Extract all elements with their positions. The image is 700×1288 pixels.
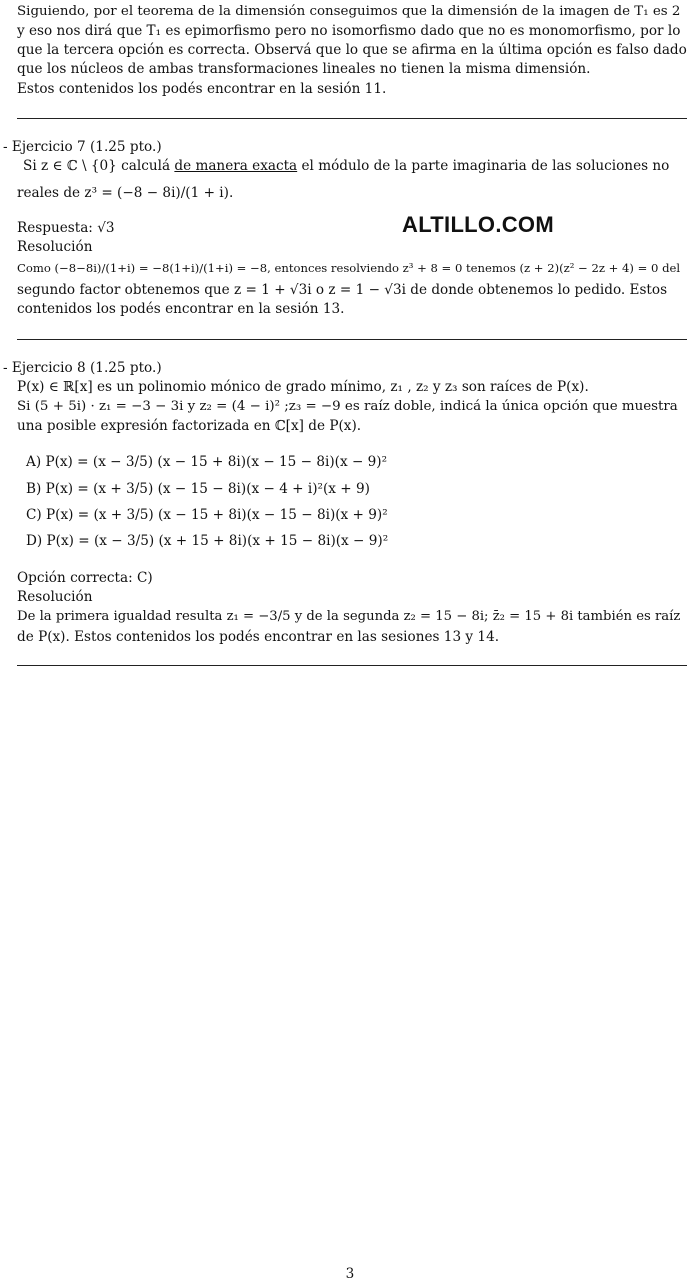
exercise-7-resolution-line-2: segundo factor obtenemos que z = 1 + √3i o z = 1 − √3i de donde obtenemos lo pedido. Estos xyxy=(17,282,668,298)
exercise-8-resolution-title: Resolución xyxy=(17,589,93,605)
exercise-7-question-line-1 xyxy=(23,156,687,176)
exercise-8-resolution-line-1: De la primera igualdad resulta z₁ = −3/5 y de la segunda z₂ = 15 − 8i; z̄₂ = 15 + 8i también es raíz xyxy=(17,609,681,624)
exercise-7-resolution-line-1: Como (−8−8i)/(1+i) = −8(1+i)/(1+i) = −8, entonces resolviendo z³ + 8 = 0 tenemos (z + 2)(z² − 2z + 4) = 0 del xyxy=(17,261,681,275)
exercise-8-resolution-line-2: de P(x). Estos contenidos los podés encontrar en las sesiones 13 y 14. xyxy=(17,629,500,645)
exercise-7-question-pre: Si z ∈ ℂ \ {0} calculá xyxy=(23,158,175,174)
exercise-7-answer: Respuesta: √3 xyxy=(17,220,115,236)
intro-line-3: que la tercera opción es correcta. Observá que lo que se afirma en la última opción es falso dado xyxy=(17,42,687,58)
exercise-8-correct-option: Opción correcta: C) xyxy=(17,570,153,586)
intro-line-5: Estos contenidos los podés encontrar en la sesión 11. xyxy=(17,81,387,97)
page-number: 3 xyxy=(345,1266,355,1282)
exercise-8-option-b: B) P(x) = (x + 3/5) (x − 15 − 8i)(x − 4 + i)²(x + 9) xyxy=(26,481,370,497)
exercise-8-option-a: A) P(x) = (x − 3/5) (x − 15 + 8i)(x − 15 − 8i)(x − 9)² xyxy=(26,454,388,470)
exercise-8-question-line-2: Si (5 + 5i) · z₁ = −3 − 3i y z₂ = (4 − i)² ;z₃ = −9 es raíz doble, indicá la única opción que muestra xyxy=(17,399,678,414)
section-divider-1 xyxy=(17,118,687,119)
exercise-7-question-post: el módulo de la parte imaginaria de las soluciones no xyxy=(297,158,670,174)
section-divider-3 xyxy=(17,665,687,666)
exercise-8-option-c: C) P(x) = (x + 3/5) (x − 15 + 8i)(x − 15 − 8i)(x + 9)² xyxy=(26,507,388,523)
altillo-watermark: ALTILLO.COM xyxy=(402,212,554,237)
section-divider-2 xyxy=(17,339,687,340)
exercise-8-option-d: D) P(x) = (x − 3/5) (x + 15 + 8i)(x + 15 − 8i)(x − 9)² xyxy=(26,533,389,549)
exercise-7-resolution-line-3: contenidos los podés encontrar en la sesión 13. xyxy=(17,301,345,317)
intro-line-2: y eso nos dirá que T₁ es epimorfismo pero no isomorfismo dado que no es monomorfismo, por lo xyxy=(17,23,681,39)
exercise-7-header: - Ejercicio 7 (1.25 pto.) xyxy=(3,139,162,155)
exercise-8-question-line-3: una posible expresión factorizada en ℂ[x] de P(x). xyxy=(17,418,362,434)
intro-line-4: que los núcleos de ambas transformaciones lineales no tienen la misma dimensión. xyxy=(17,61,591,77)
exercise-7-question-underlined: de manera exacta xyxy=(174,158,298,174)
exercise-8-header: - Ejercicio 8 (1.25 pto.) xyxy=(3,360,162,376)
exercise-8-question-line-1: P(x) ∈ ℝ[x] es un polinomio mónico de grado mínimo, z₁ , z₂ y z₃ son raíces de P(x). xyxy=(17,379,589,395)
intro-line-1: Siguiendo, por el teorema de la dimensión conseguimos que la dimensión de la imagen de T₁ es 2 xyxy=(17,4,681,19)
exercise-7-resolution-title: Resolución xyxy=(17,239,93,255)
exercise-7-question-line-2: reales de z³ = (−8 − 8i)/(1 + i). xyxy=(17,185,234,201)
